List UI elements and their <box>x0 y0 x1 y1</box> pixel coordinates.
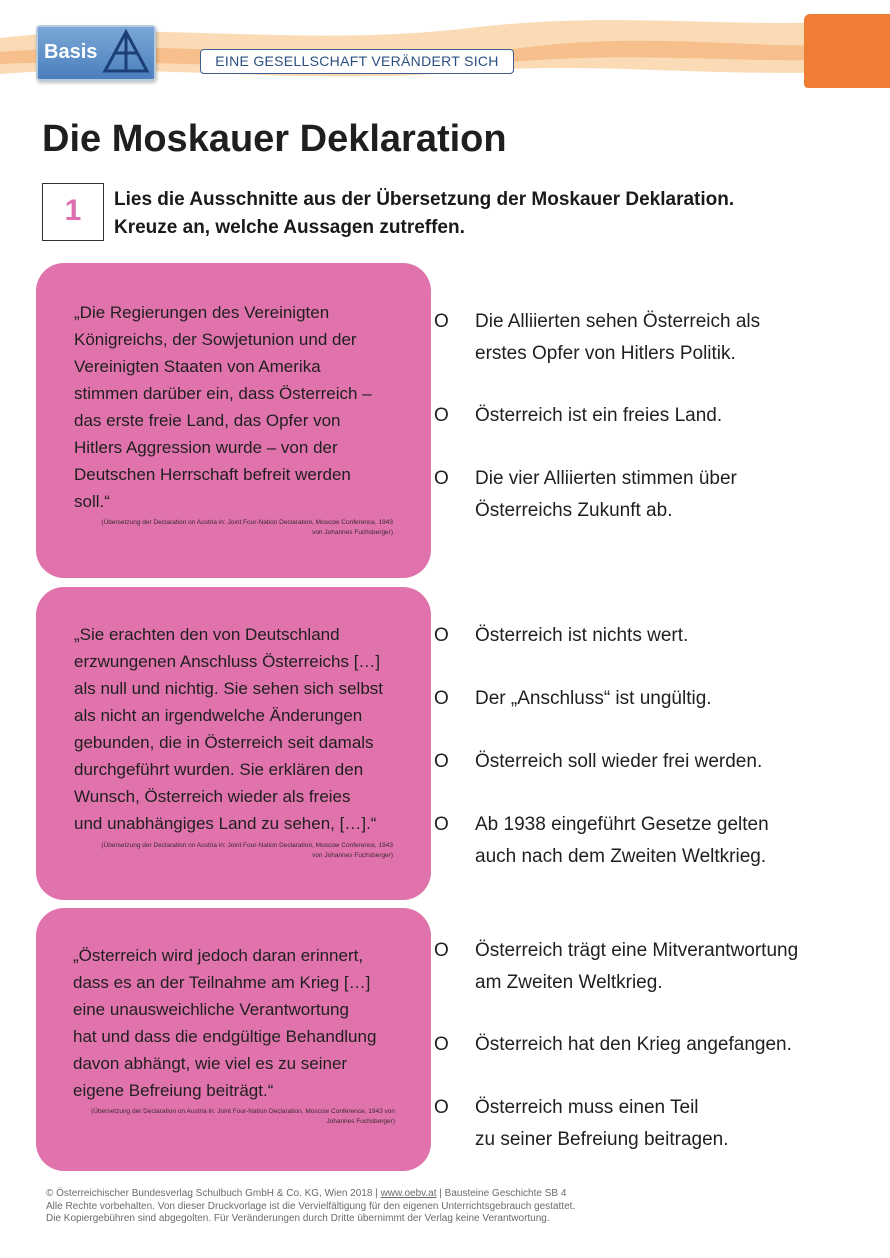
checkbox-circle-icon[interactable]: O <box>434 311 449 332</box>
statement-6[interactable] <box>434 746 854 778</box>
statement-2[interactable] <box>434 400 854 432</box>
quote-card-2 <box>36 587 431 900</box>
checkbox-circle-icon[interactable]: O <box>434 814 449 835</box>
orange-corner-tab <box>804 14 890 88</box>
quote-card-3 <box>36 908 431 1171</box>
statement-8[interactable] <box>434 935 854 999</box>
task-instruction <box>114 186 734 242</box>
checkbox-circle-icon[interactable]: O <box>434 625 449 646</box>
triangle-logo-icon <box>102 29 150 75</box>
task-instruction-line-1: Lies die Ausschnitte aus der Übersetzung der Moskauer Deklaration. <box>114 189 735 210</box>
statement-text: Österreich muss einen Teil zu seiner Befreiung beitragen. <box>475 1097 729 1150</box>
quote-source-3: (Übersetzung der Declaration on Austria in: Joint Four-Nation Declaration, Moscow Conference, 1943 von Johannes Fuchsberger) <box>91 1108 395 1125</box>
subject-label: EINE GESELLSCHAFT VERÄNDERT SICH <box>200 49 514 74</box>
checkbox-circle-icon[interactable]: O <box>434 1097 449 1118</box>
statement-5[interactable] <box>434 683 854 715</box>
quote-source-2: (Übersetzung der Declaration on Austria in: Joint Four-Nation Declaration, Moscow Conference, 1943 von Johannes Fuchsberger) <box>101 842 393 859</box>
quote-text-1: „Die Regierungen des Vereinigten Königreichs, der Sowjetunion und der Vereinigten Staaten von Amerika stimmen darüber ein, dass Österreich – das erste freie Land, das Opfer von Hitlers Aggression wurde – von der Deutschen Herrschaft befreit werden soll.“ <box>74 303 372 511</box>
checkbox-circle-icon[interactable]: O <box>434 468 449 489</box>
statement-9[interactable] <box>434 1029 854 1061</box>
statement-text: Ab 1938 eingeführt Gesetze gelten auch nach dem Zweiten Weltkrieg. <box>475 814 769 867</box>
footer-link[interactable]: www.oebv.at <box>380 1188 437 1199</box>
checkbox-circle-icon[interactable]: O <box>434 1034 449 1055</box>
statement-7[interactable] <box>434 809 854 873</box>
page-title: Die Moskauer Deklaration <box>42 118 507 160</box>
task-number: 1 <box>42 183 104 241</box>
statement-10[interactable] <box>434 1092 854 1156</box>
footer-book: | Bausteine Geschichte SB 4 <box>436 1188 567 1199</box>
statement-text: Die Alliierten sehen Österreich als erstes Opfer von Hitlers Politik. <box>475 311 761 364</box>
quote-text-3: „Österreich wird jedoch daran erinnert, dass es an der Teilnahme am Krieg […] eine unausweichliche Verantwortung hat und dass die endgültige Behandlung davon abhängt, wie viel es zu seiner eigene Befreiung beiträgt.“ <box>73 946 377 1100</box>
statement-text: Österreich ist ein freies Land. <box>475 405 723 426</box>
footer-copyright: © Österreichischer Bundesverlag Schulbuch GmbH & Co. KG, Wien 2018 | <box>46 1188 381 1199</box>
statement-text: Österreich trägt eine Mitverantwortung am Zweiten Weltkrieg. <box>475 940 799 993</box>
statement-3[interactable] <box>434 463 854 527</box>
statement-text: Österreich soll wieder frei werden. <box>475 751 763 772</box>
checkbox-circle-icon[interactable]: O <box>434 940 449 961</box>
checkbox-circle-icon[interactable]: O <box>434 688 449 709</box>
footer-fees: Die Kopiergebühren sind abgegolten. Für Veränderungen durch Dritte übernimmt der Verlag keine Verantwortung. <box>46 1213 550 1224</box>
statement-text: Österreich hat den Krieg angefangen. <box>475 1034 792 1055</box>
checkbox-circle-icon[interactable]: O <box>434 751 449 772</box>
quote-card-1 <box>36 263 431 578</box>
quote-text-2: „Sie erachten den von Deutschland erzwungenen Anschluss Österreichs […] als null und nichtig. Sie sehen sich selbst als nicht an irgendwelche Änderungen gebunden, die in Österreich seit damals durchgeführt wurden. Sie erklären den Wunsch, Österreich wieder als freies und unabhängiges Land zu sehen, […].“ <box>74 625 384 833</box>
statement-1[interactable] <box>434 306 854 370</box>
statement-4[interactable] <box>434 620 854 652</box>
statement-text: Die vier Alliierten stimmen über Österreichs Zukunft ab. <box>475 468 737 521</box>
statement-text: Österreich ist nichts wert. <box>475 625 689 646</box>
logo-text: Basis <box>44 41 98 63</box>
task-instruction-line-2: Kreuze an, welche Aussagen zutreffen. <box>114 217 465 238</box>
quote-source-1: (Übersetzung der Declaration on Austria in: Joint Four-Nation Declaration, Moscow Conference, 1943 von Johannes Fuchsberger) <box>101 519 393 536</box>
footer <box>46 1188 846 1226</box>
footer-rights: Alle Rechte vorbehalten. Von dieser Druckvorlage ist die Vervielfältigung für den eigenen Unterrichtsgebrauch gestattet. <box>46 1200 576 1212</box>
checkbox-circle-icon[interactable]: O <box>434 405 449 426</box>
basis-logo <box>36 25 156 81</box>
statement-text: Der „Anschluss“ ist ungültig. <box>475 688 712 709</box>
